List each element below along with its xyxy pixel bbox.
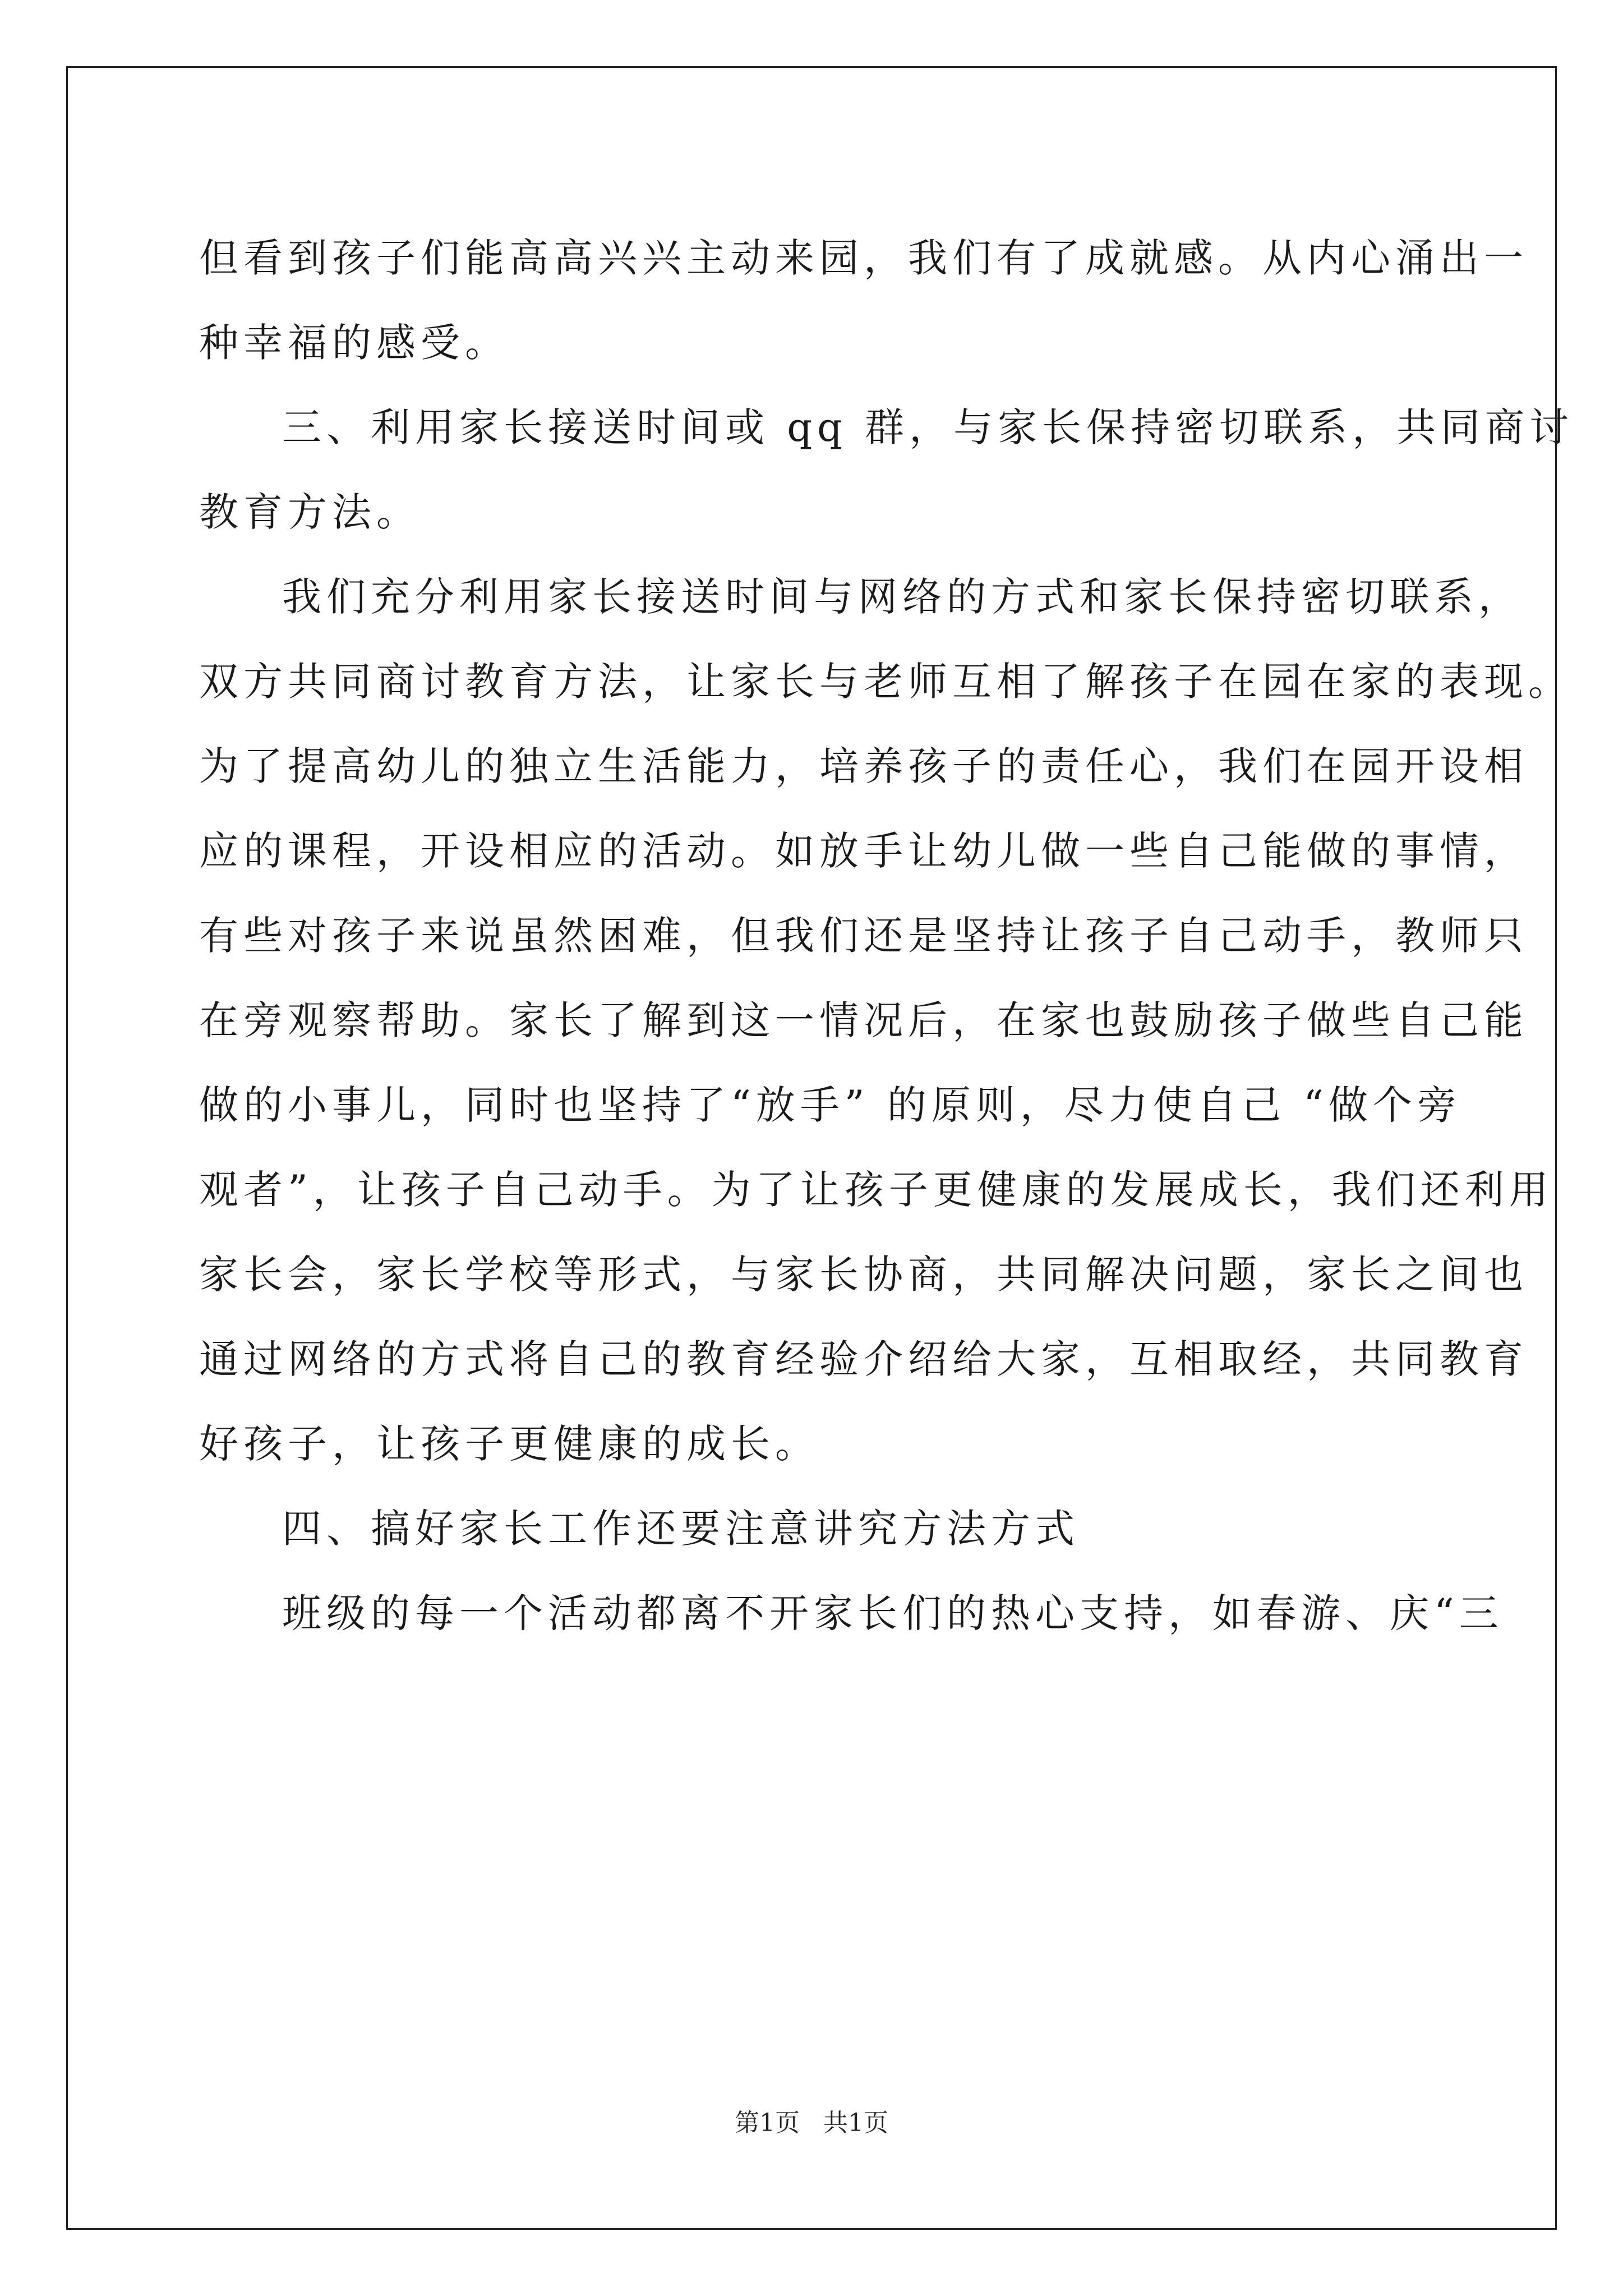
text-line: 种幸福的感受。 (199, 320, 509, 366)
text-line: 教育方法。 (199, 489, 421, 535)
text-line: 应的课程，开设相应的活动。如放手让幼儿做一些自己能做的事情， (199, 828, 1528, 874)
text-line: 双方共同商讨教育方法，让家长与老师互相了解孩子在园在家的表现。 (199, 659, 1573, 705)
text-line: 为了提高幼儿的独立生活能力，培养孩子的责任心，我们在园开设相 (199, 743, 1528, 789)
document-body (199, 216, 1574, 1656)
paragraph-start: 我们充分利用家长接送时间与网络的方式和家长保持密切联系， (282, 574, 1523, 620)
text-line: 好孩子，让孩子更健康的成长。 (199, 1421, 819, 1467)
page-footer: 第1页 共1页 (735, 2109, 888, 2137)
text-line: 但看到孩子们能高高兴兴主动来园，我们有了成就感。从内心涌出一 (199, 235, 1528, 281)
section-heading: 三、利用家长接送时间或 qq 群，与家长保持密切联系，共同商讨 (282, 404, 1574, 450)
section-heading: 四、搞好家长工作还要注意讲究方法方式 (282, 1506, 1080, 1552)
text-line: 在旁观察帮助。家长了解到这一情况后，在家也鼓励孩子做些自己能 (199, 997, 1528, 1043)
text-line: 有些对孩子来说虽然困难，但我们还是坚持让孩子自己动手，教师只 (199, 913, 1528, 959)
text-line: 做的小事儿，同时也坚持了“放手” 的原则，尽力使自己 “做个旁 (199, 1082, 1461, 1128)
paragraph-start: 班级的每一个活动都离不开家长们的热心支持，如春游、庆“三 (282, 1590, 1504, 1636)
text-line: 通过网络的方式将自己的教育经验介绍给大家，互相取经，共同教育 (199, 1336, 1528, 1382)
text-line: 观者”，让孩子自己动手。为了让孩子更健康的发展成长，我们还利用 (199, 1167, 1553, 1213)
text-line: 家长会，家长学校等形式，与家长协商，共同解决问题，家长之间也 (199, 1251, 1528, 1297)
